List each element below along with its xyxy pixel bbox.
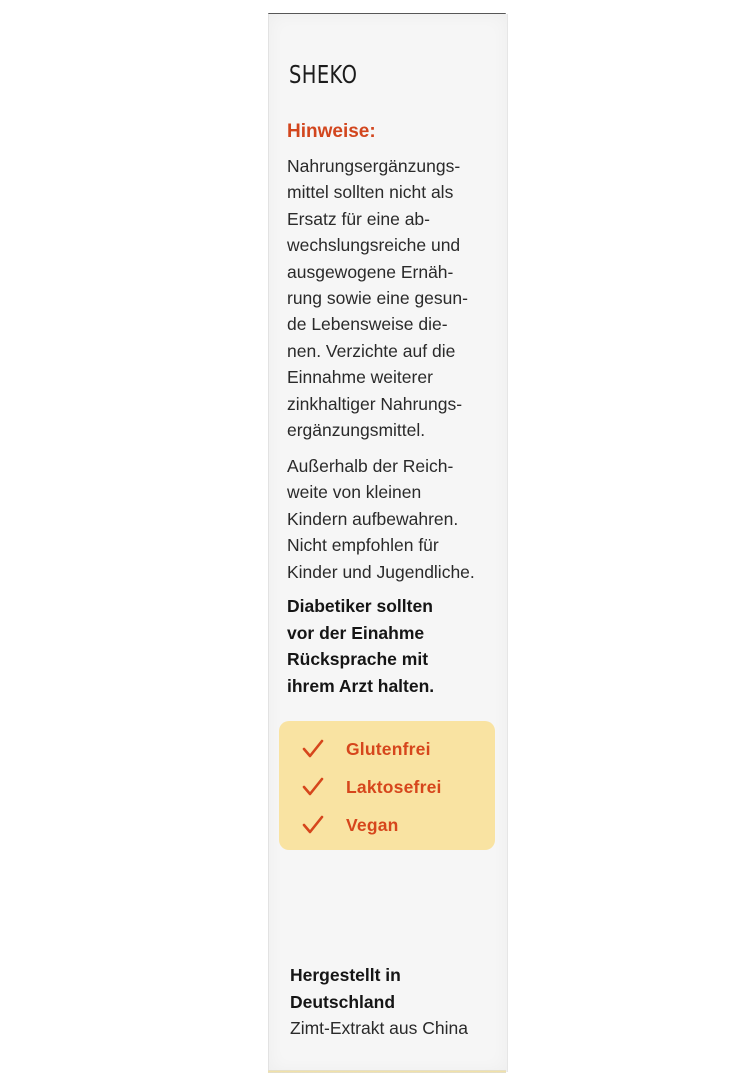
text-line: Nicht empfohlen für xyxy=(287,535,439,556)
text-line: Außerhalb der Reich- xyxy=(287,456,454,476)
text-line: Deutschland xyxy=(290,991,396,1012)
badge-label: Laktosefrei xyxy=(346,776,442,797)
text-line: Hergestellt in xyxy=(290,965,401,985)
text-line: Einnahme weiterer xyxy=(287,367,433,388)
text-line: Diabetiker sollten xyxy=(287,596,433,616)
ingredient-origin: Zimt-Extrakt aus China xyxy=(290,1018,468,1038)
box-bottom-edge xyxy=(268,1070,506,1073)
text-line: wechslungsreiche und xyxy=(287,235,461,256)
text-line: Rücksprache mit xyxy=(287,649,429,669)
diabetic-warning xyxy=(287,593,434,699)
text-line: mittel sollten nicht als xyxy=(287,182,454,203)
text-line: Nahrungsergänzungs- xyxy=(287,156,461,176)
text-line: weite von kleinen xyxy=(287,482,422,503)
badge-vegan xyxy=(301,810,399,840)
brand-logo: SHEKO xyxy=(289,60,358,89)
text-line: ausgewogene Ernäh- xyxy=(287,261,454,282)
badge-gluten-free xyxy=(301,734,431,764)
notes-paragraph-children xyxy=(287,453,502,585)
badge-label: Vegan xyxy=(346,814,399,835)
badge-label: Glutenfrei xyxy=(346,738,431,759)
text-line: ergänzungsmittel. xyxy=(287,420,426,441)
check-icon xyxy=(301,814,325,836)
notes-paragraph-supplement xyxy=(287,153,502,443)
text-line: Kinder und Jugendliche. xyxy=(287,561,475,582)
badge-lactose-free xyxy=(301,772,442,802)
text-line: zinkhaltiger Nahrungs- xyxy=(287,393,463,414)
check-icon xyxy=(301,776,325,798)
text-line: de Lebensweise die- xyxy=(287,314,448,335)
check-icon xyxy=(301,738,325,760)
text-line: Kindern aufbewahren. xyxy=(287,508,459,529)
text-line: Ersatz für eine ab- xyxy=(287,208,430,229)
text-line: vor der Einahme xyxy=(287,622,425,643)
made-in-germany xyxy=(290,962,401,1015)
text-line: nen. Verzichte auf die xyxy=(287,340,456,361)
feature-badges xyxy=(279,721,495,850)
text-line: ihrem Arzt halten. xyxy=(287,675,435,696)
notes-heading: Hinweise: xyxy=(287,121,376,142)
text-line: rung sowie eine gesun- xyxy=(287,288,468,309)
